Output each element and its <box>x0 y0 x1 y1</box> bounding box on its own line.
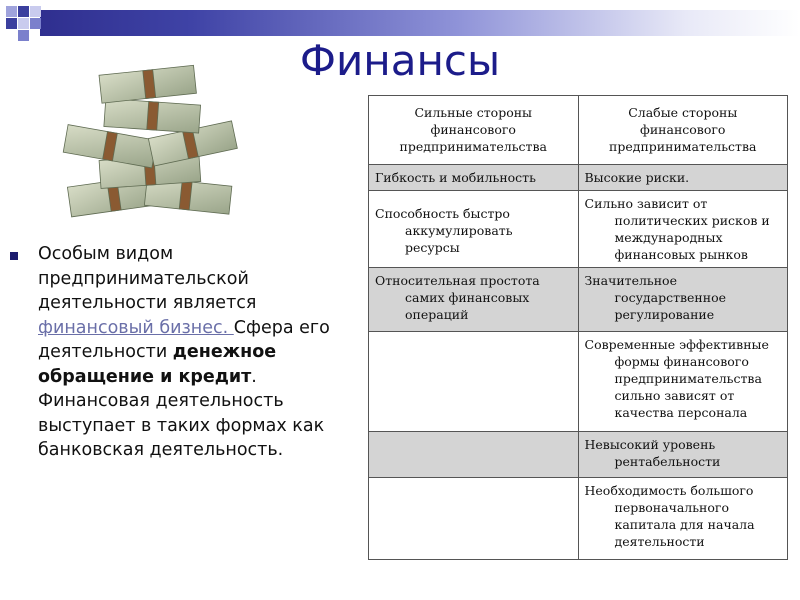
table-row <box>369 332 788 432</box>
table-header-weaknesses: Слабые стороны финансового предпринимательства <box>578 96 788 165</box>
bullet-icon <box>10 252 18 260</box>
financial-business-link[interactable]: финансовый бизнес. <box>38 317 234 338</box>
bullet-text-part: . Финансовая деятельность выступает в таких формах как банковская деятельность. <box>38 366 325 460</box>
bullet-text-part: Сфера его деятельности <box>38 317 330 362</box>
table-cell-strength: Гибкость и мобильность <box>369 165 579 191</box>
bullet-text <box>38 242 360 463</box>
bullet-paragraph <box>10 242 360 463</box>
table-cell-weakness: Высокие риски. <box>578 165 788 191</box>
table-cell-weakness: Невысокий уровень рентабельности <box>578 432 788 478</box>
decor-square <box>30 18 41 29</box>
table-cell-weakness: Значительное государственное регулирование <box>578 268 788 332</box>
table-row <box>369 165 788 191</box>
table-row <box>369 432 788 478</box>
table-cell-weakness: Необходимость большого первоначального капитала для начала деятельности <box>578 478 788 560</box>
decor-square <box>6 18 17 29</box>
table-cell-weakness: Современные эффективные формы финансового предпринимательства сильно зависят от качества персонала <box>578 332 788 432</box>
table-cell-strength <box>369 432 579 478</box>
table-cell-strength: Относительная простота самих финансовых операций <box>369 268 579 332</box>
bullet-text-part: Особым видом предпринимательской деятельности является <box>38 244 257 313</box>
table-row <box>369 191 788 268</box>
table-cell-weakness: Сильно зависит от политических рисков и международных финансовых рынков <box>578 191 788 268</box>
table-row <box>369 268 788 332</box>
table-cell-strength <box>369 332 579 432</box>
table-header-row <box>369 96 788 165</box>
table-cell-strength: Способность быстро аккумулировать ресурсы <box>369 191 579 268</box>
bullet-bold-text: денежное обращение и кредит <box>38 342 277 387</box>
decor-square <box>18 6 29 17</box>
decor-square <box>30 6 41 17</box>
decor-square <box>18 18 29 29</box>
slide-title: Финансы <box>299 36 501 85</box>
table-row <box>369 478 788 560</box>
decor-square <box>6 6 17 17</box>
money-stack-image <box>60 62 240 222</box>
header-gradient-band <box>40 10 800 36</box>
strengths-weaknesses-table <box>368 95 788 560</box>
table-cell-strength <box>369 478 579 560</box>
table-header-strengths: Сильные стороны финансового предпринимательства <box>369 96 579 165</box>
